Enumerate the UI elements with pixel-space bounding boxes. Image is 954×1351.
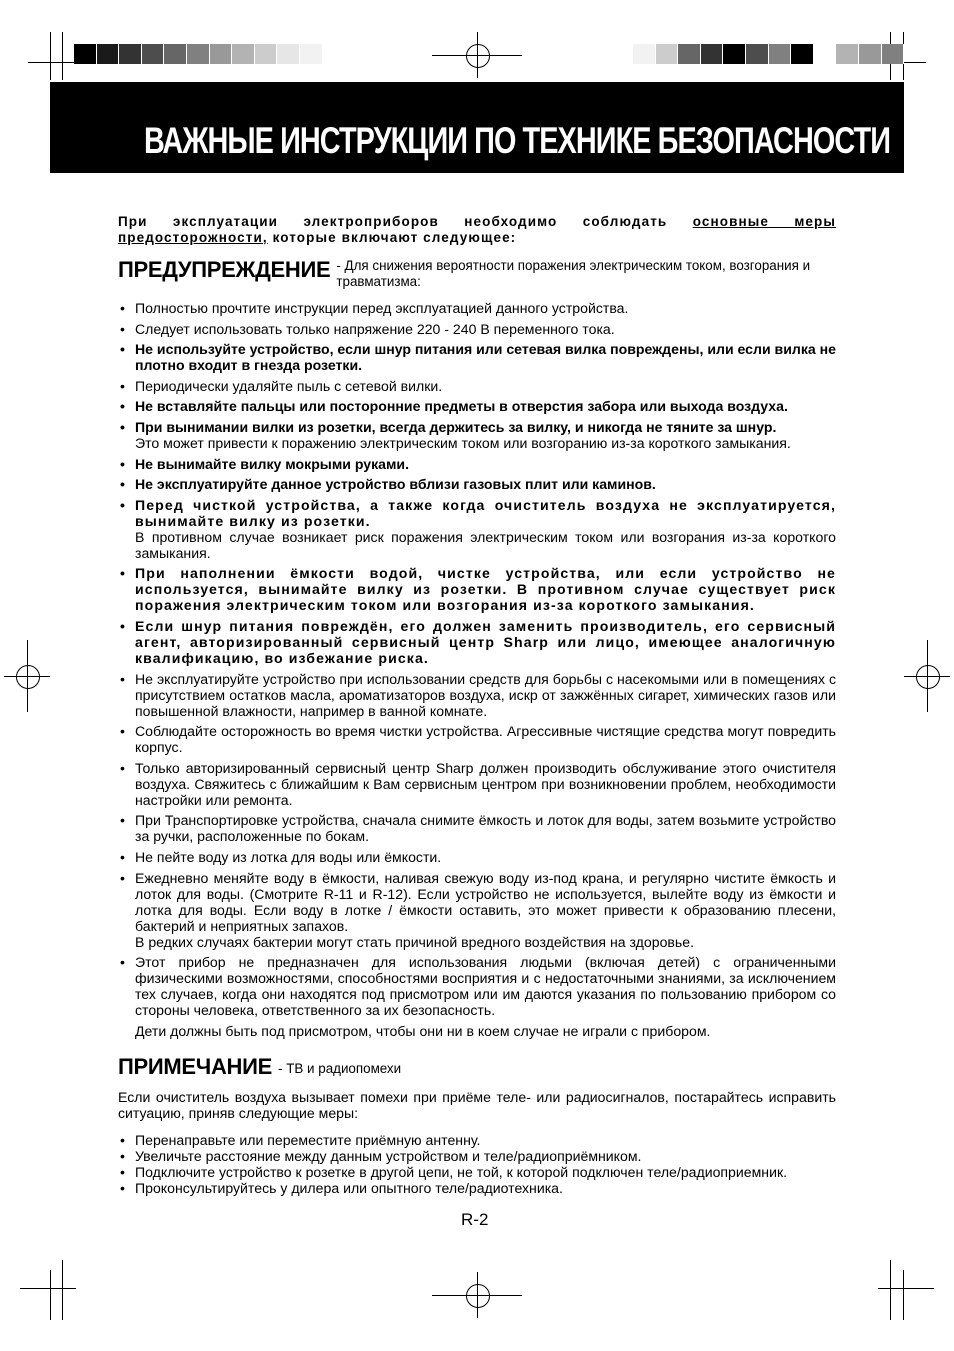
title-band (50, 82, 904, 173)
warning-item (118, 398, 836, 414)
warning-item (118, 618, 836, 666)
color-swatch (74, 44, 97, 64)
warning-item (118, 321, 836, 337)
color-swatch (769, 44, 792, 64)
warning-item-text: Не вставляйте пальцы или посторонние предметы в отверстия забора или выхода воздуха. (135, 398, 788, 415)
note-list (118, 1132, 836, 1196)
color-swatch (836, 44, 859, 64)
warning-item (118, 671, 836, 719)
note-item: • Проконсультируйтесь у дилера или опытного теле/радиотехника. (118, 1180, 836, 1196)
color-swatch (187, 44, 210, 64)
warning-item (118, 954, 836, 1039)
note-heading: ПРИМЕЧАНИЕ (118, 1054, 273, 1080)
intro-part2: которые включают следующее: (267, 229, 517, 245)
warning-item-text: Соблюдайте осторожность во время чистки устройства. Агрессивные чистящие средства могут повредить корпус. (135, 723, 836, 756)
page-number: R-2 (461, 1210, 489, 1229)
warning-item (118, 456, 836, 472)
warning-item-text: При Транспортировке устройства, сначала снимите ёмкость и лоток для воды, затем возьмите устройство за ручки, расположенные по бокам. (135, 812, 836, 845)
warning-subtitle: - Для снижения вероятности поражения электрическим током, возгорания и травматизма: (336, 258, 811, 289)
color-swatch (814, 44, 837, 64)
color-swatch (97, 44, 120, 64)
color-swatch (232, 44, 255, 64)
warning-item (118, 870, 836, 950)
color-swatch (633, 44, 656, 64)
warning-item (118, 760, 836, 808)
color-swatch (142, 44, 165, 64)
note-subtitle: - ТВ и радиопомехи (278, 1061, 402, 1077)
warning-item-text: Не пейте воду из лотка для воды или ёмкости. (135, 848, 442, 865)
warning-item (118, 341, 836, 373)
warning-item-extra: В редких случаях бактерии могут стать причиной вредного воздействия на здоровье. (135, 933, 694, 950)
page-title: ВАЖНЫЕ ИНСТРУКЦИИ ПО ТЕХНИКЕ БЕЗОПАСНОСТИ (143, 120, 891, 161)
warning-item-text: Если шнур питания повреждён, его должен заменить производитель, его сервисный агент, авторизированный сервисный центр Sharp или лицо, имеющее аналогичную квалификацию, во избежание риска. (135, 617, 836, 666)
color-swatch (300, 44, 323, 64)
color-swatch (656, 44, 679, 64)
note-item: • Перенаправьте или переместите приёмную антенну. (118, 1132, 836, 1148)
warning-item-text: Не используйте устройство, если шнур питания или сетевая вилка повреждены, или если вилка не плотно входит в гнезда розетки. (135, 341, 836, 374)
warning-item-text: Перед чисткой устройства, а также когда очиститель воздуха не эксплуатируется, вынимайте вилку из розетки. (135, 496, 836, 529)
warning-item-text: Этот прибор не предназначен для использования людьми (включая детей) с ограниченными физическими возможностями, способностями восприятия и с недостаточными знаниями, за исключением тех случаев, когда они находятся под присмотром или им даются указания по пользованию прибором со стороны человека, ответственного за их безопасность. (135, 954, 836, 1019)
warning-header (118, 258, 836, 290)
color-swatch (678, 44, 701, 64)
warning-item-text: Не эксплуатируйте устройство при использовании средств для борьбы с насекомыми или в помещениях с присутствием остатков масла, ароматизаторов воздуха, искр от зажжённых сигарет, химических газов или повышенной влажности, например в ванной комнате. (135, 670, 836, 719)
warning-item (118, 378, 836, 394)
color-swatch (255, 44, 278, 64)
color-swatch (210, 44, 233, 64)
warning-item (118, 497, 836, 561)
warning-item-text: Полностью прочтите инструкции перед эксплуатацией данного устройства. (135, 300, 629, 316)
color-bar-right (633, 44, 904, 64)
note-paragraph: Если очиститель воздуха вызывает помехи при приёме теле- или радиосигналов, постарайтесь исправить ситуацию, приняв следующие меры: (118, 1089, 836, 1122)
color-swatch (119, 44, 142, 64)
intro-underlined: основные меры предосторожности, (118, 214, 836, 245)
warning-list (118, 300, 836, 1039)
color-swatch (164, 44, 187, 64)
warning-item-text: Только авторизированный сервисный центр Sharp должен производить обслуживание этого очистителя воздуха. Свяжитесь с ближайшим к Вам сервисным центром при возникновении проблем, необходимости настройки или ремонта. (135, 759, 836, 808)
color-swatch (746, 44, 769, 64)
color-swatch (701, 44, 724, 64)
warning-item-extra: Дети должны быть под присмотром, чтобы они ни в коем случае не играли с прибором. (135, 1023, 711, 1040)
warning-item-text: При наполнении ёмкости водой, чистке устройства, или если устройство не используется, вынимайте вилку из розетки. В противном случае существует риск поражения электрическим током или возгорания из-за короткого замыкания. (135, 565, 836, 614)
content (118, 214, 836, 1196)
color-swatch (859, 44, 882, 64)
warning-item (118, 476, 836, 492)
warning-item-extra: В противном случае возникает риск поражения электрическим током или возгорания из-за короткого замыкания. (135, 528, 836, 561)
color-swatch (277, 44, 300, 64)
intro-text (118, 214, 836, 245)
warning-item (118, 849, 836, 865)
warning-heading: ПРЕДУПРЕЖДЕНИЕ (118, 257, 331, 282)
warning-item-text: Не эксплуатируйте данное устройство вблизи газовых плит или каминов. (135, 476, 656, 493)
color-swatch (882, 44, 905, 64)
note-item: • Подключите устройство к розетке в другой цепи, не той, к которой подключен теле/радиоприемник. (118, 1164, 836, 1180)
warning-item-text: Периодически удаляйте пыль с сетевой вилки. (135, 377, 443, 394)
warning-item-text: Не вынимайте вилку мокрыми руками. (135, 455, 410, 472)
note-header (118, 1055, 836, 1079)
color-swatch (791, 44, 814, 64)
color-swatch (723, 44, 746, 64)
warning-item (118, 565, 836, 613)
warning-item-text: При вынимании вилки из розетки, всегда держитесь за вилку, и никогда не тяните за шнур. (135, 418, 777, 435)
intro-part1: При эксплуатации электроприборов необходимо соблюдать (118, 214, 693, 229)
warning-item (118, 723, 836, 755)
warning-item (118, 419, 836, 451)
warning-item-text: Ежедневно меняйте воду в ёмкости, наливая свежую воду из-под крана, и регулярно чистите ёмкость и лоток для воды. (Смотрите R-11 и R-12). Если устройство не используется, вылейте воду из ёмкости и лотка для воды. Если воду в лотке / ёмкости оставить, это может привести к образованию плесени, бактерий и неприятных запахов. (135, 869, 836, 934)
warning-item-text: Следует использовать только напряжение 220 - 240 В переменного тока. (135, 320, 615, 337)
warning-item (118, 812, 836, 844)
warning-item (118, 300, 836, 316)
color-bar-left (74, 44, 323, 64)
note-item: • Увеличьте расстояние между данным устройством и теле/радиоприёмником. (118, 1148, 836, 1164)
warning-item-extra: Это может привести к поражению электрическим током или возгоранию из-за короткого замыкания. (135, 434, 791, 451)
